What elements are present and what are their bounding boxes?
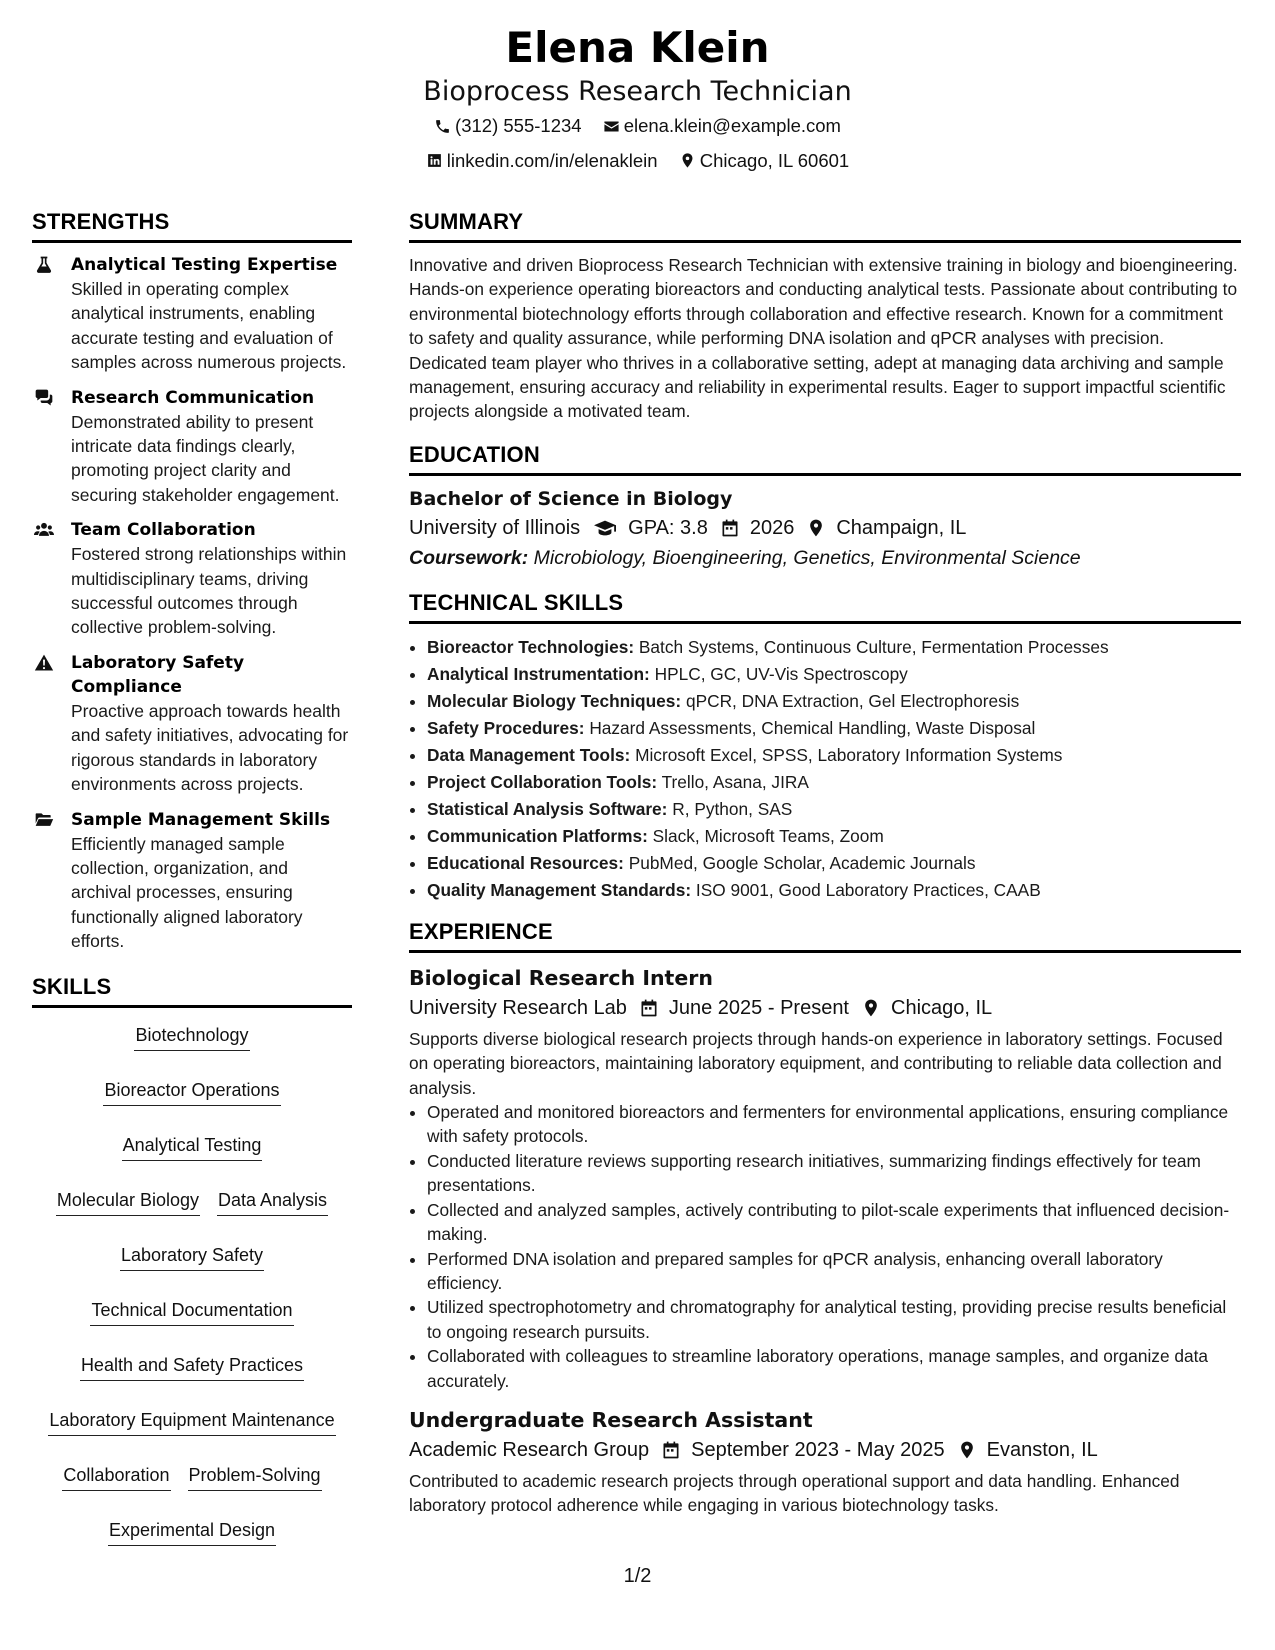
- skill-tag: Biotechnology: [134, 1022, 249, 1051]
- skill-values: Batch Systems, Continuous Culture, Fermentation Processes: [638, 636, 1109, 657]
- skill-category: Statistical Analysis Software:: [427, 798, 668, 819]
- skill-tag: Technical Documentation: [90, 1297, 293, 1326]
- contact-location: [679, 145, 849, 177]
- section-divider: [409, 621, 1241, 624]
- job-meta: [409, 1435, 1241, 1465]
- list-item: • Conducted literature reviews supporting research initiatives, summarizing findings effectively for team presentations.: [427, 1149, 1241, 1198]
- skill-category: Educational Resources:: [427, 852, 624, 873]
- page-number: 1/2: [623, 1565, 652, 1587]
- technical-skills-list: [409, 634, 1241, 904]
- calendar-icon: [639, 998, 659, 1018]
- section-divider: [409, 240, 1241, 243]
- phone-icon: [434, 118, 451, 135]
- education-meta: [409, 513, 1241, 543]
- list-item: [427, 715, 1241, 742]
- job-bullets: [409, 1100, 1241, 1393]
- list-item: • Utilized spectrophotometry and chromatography for analytical testing, providing precise results beneficial to ongoing research pursuits.: [427, 1295, 1241, 1344]
- skill-tag: Health and Safety Practices: [80, 1352, 304, 1381]
- skill-tag: Molecular Biology: [56, 1187, 200, 1216]
- skill-tag: Laboratory Equipment Maintenance: [48, 1407, 335, 1436]
- skill-tag: Laboratory Safety: [120, 1242, 264, 1271]
- strength-desc: Fostered strong relationships within multidisciplinary teams, driving successful outcomes through collective problem-solving.: [71, 544, 347, 638]
- skill-values: PubMed, Google Scholar, Academic Journals: [628, 852, 976, 873]
- strength-desc: Demonstrated ability to present intricate data findings clearly, promoting project clarity and securing stakeholder engagement.: [71, 411, 340, 505]
- skill-category: Analytical Instrumentation:: [427, 663, 650, 684]
- technical-skills-heading: TECHNICAL SKILLS: [409, 589, 624, 615]
- skill-values: qPCR, DNA Extraction, Gel Electrophoresis: [685, 690, 1020, 711]
- list-item: [427, 850, 1241, 877]
- list-item: [427, 661, 1241, 688]
- calendar-icon: [661, 1440, 681, 1460]
- left-column: [32, 208, 352, 1546]
- job-location: Chicago, IL: [891, 996, 993, 1019]
- flask-icon: [33, 255, 55, 275]
- warning-icon: [33, 653, 55, 673]
- coursework-list: Microbiology, Bioengineering, Genetics, Environmental Science: [533, 546, 1081, 569]
- strength-item: [32, 518, 352, 640]
- skill-tag: Problem-Solving: [188, 1462, 322, 1491]
- folder-open-icon: [33, 810, 55, 830]
- calendar-icon: [720, 518, 740, 538]
- graduation-year: 2026: [749, 516, 795, 539]
- comments-icon: [33, 388, 55, 408]
- contact-phone: [434, 110, 582, 142]
- skill-values: Slack, Microsoft Teams, Zoom: [652, 825, 884, 846]
- contact-row-2: [0, 145, 1275, 180]
- phone-text: (312) 555-1234: [455, 115, 582, 136]
- skill-values: Hazard Assessments, Chemical Handling, Waste Disposal: [589, 717, 1036, 738]
- strength-desc: Skilled in operating complex analytical instruments, enabling accurate testing and evaluation of samples across numerous projects.: [71, 279, 347, 373]
- strength-item: [32, 651, 352, 797]
- strength-item: [32, 808, 352, 954]
- job-dates: June 2025 - Present: [668, 996, 849, 1019]
- list-item: [427, 769, 1241, 796]
- list-item: [427, 823, 1241, 850]
- contact-row-1: [0, 110, 1275, 145]
- summary-text: Innovative and driven Bioprocess Research Technician with extensive training in biology and bioengineering. Hands-on experience operating bioreactors and conducting analytical tests. Passionate about contributing to environmental biotechnology efforts through collaboration and effective research. Known for a commitment to safety and quality assurance, while performing DNA isolation and qPCR analyses with precision. Dedicated team player who thrives in a collaborative setting, adept at managing data archiving and sample management, ensuring accuracy and reliability in experimental results. Eager to support impactful scientific projects alongside a motivated team.: [409, 255, 1238, 422]
- map-marker-icon: [806, 518, 826, 538]
- strengths-heading: STRENGTHS: [32, 209, 170, 234]
- skill-tag: Bioreactor Operations: [103, 1077, 280, 1106]
- strength-title: Analytical Testing Expertise: [71, 255, 338, 275]
- section-divider: [409, 950, 1241, 953]
- education-heading: EDUCATION: [409, 441, 540, 467]
- candidate-title: Bioprocess Research Technician: [423, 76, 852, 107]
- coursework: [409, 543, 1241, 573]
- linkedin-text[interactable]: linkedin.com/in/elenaklein: [446, 149, 658, 171]
- degree-title: Bachelor of Science in Biology: [409, 487, 733, 510]
- list-item: [427, 796, 1241, 823]
- job-summary: Contributed to academic research projects through operational support and data handling. Enhanced laboratory protocol adherence while engaging in various biotechnology tasks.: [409, 1470, 1180, 1516]
- strength-item: [32, 253, 352, 375]
- job-dates: September 2023 - May 2025: [691, 1438, 945, 1461]
- coursework-label: Coursework:: [409, 546, 529, 569]
- skill-values: HPLC, GC, UV-Vis Spectroscopy: [654, 663, 908, 684]
- graduation-cap-icon: [592, 517, 618, 539]
- skill-category: Safety Procedures:: [427, 717, 585, 738]
- strength-desc: Proactive approach towards health and safety initiatives, advocating for rigorous standards in laboratory environments across projects.: [71, 700, 349, 795]
- skill-category: Bioreactor Technologies:: [427, 636, 635, 657]
- job-organization: University Research Lab: [409, 996, 627, 1019]
- map-marker-icon: [861, 998, 881, 1018]
- skill-tag: Data Analysis: [217, 1187, 328, 1216]
- skills-list: [32, 1018, 352, 1546]
- skill-category: Quality Management Standards:: [427, 879, 692, 900]
- list-item: • Collaborated with colleagues to streamline laboratory operations, manage samples, and organize data accurately.: [427, 1344, 1241, 1393]
- email-text[interactable]: elena.klein@example.com: [623, 115, 841, 136]
- job-title: Biological Research Intern: [409, 965, 713, 990]
- section-divider: [409, 473, 1241, 476]
- list-item: • Operated and monitored bioreactors and fermenters for environmental applications, ensuring compliance with safety protocols.: [427, 1100, 1241, 1149]
- skill-values: R, Python, SAS: [672, 798, 793, 819]
- list-item: [427, 688, 1241, 715]
- skill-category: Communication Platforms:: [427, 825, 648, 846]
- linkedin-icon: [426, 152, 443, 169]
- skill-category: Molecular Biology Techniques:: [427, 690, 682, 711]
- users-icon: [33, 520, 55, 540]
- list-item: [427, 634, 1241, 661]
- contact-email[interactable]: [603, 110, 841, 142]
- strength-item: [32, 386, 352, 508]
- skill-tag: Collaboration: [62, 1462, 170, 1491]
- job-organization: Academic Research Group: [409, 1438, 650, 1461]
- location-text: Chicago, IL 60601: [699, 149, 850, 171]
- section-divider: [32, 1005, 352, 1008]
- candidate-name: Elena Klein: [505, 23, 770, 72]
- list-item: [427, 877, 1241, 904]
- skill-category: Project Collaboration Tools:: [427, 771, 658, 792]
- list-item: [427, 742, 1241, 769]
- strength-desc: Efficiently managed sample collection, organization, and archival processes, ensuring functionally aligned laboratory efforts.: [71, 833, 303, 952]
- list-item: • Collected and analyzed samples, actively contributing to pilot-scale experiments that influenced decision-making.: [427, 1198, 1241, 1247]
- map-marker-icon: [679, 152, 696, 169]
- skill-category: Data Management Tools:: [427, 744, 631, 765]
- section-divider: [32, 240, 352, 243]
- list-item: • Performed DNA isolation and prepared samples for qPCR analysis, enhancing overall laboratory efficiency.: [427, 1247, 1241, 1296]
- school-name: University of Illinois: [409, 516, 581, 539]
- skill-values: Trello, Asana, JIRA: [661, 771, 809, 792]
- strength-title: Team Collaboration: [71, 520, 256, 541]
- skill-values: ISO 9001, Good Laboratory Practices, CAAB: [695, 879, 1041, 900]
- right-column: [409, 208, 1241, 1518]
- school-location: Champaign, IL: [836, 516, 967, 539]
- strength-title: Research Communication: [71, 387, 315, 408]
- skill-tag: Experimental Design: [108, 1517, 276, 1546]
- job-summary: Supports diverse biological research projects through hands-on experience in laboratory settings. Focused on operating bioreactors, maintaining laboratory equipment, and contributing to reliable data collection and analysis.: [409, 1028, 1223, 1098]
- gpa-text: GPA: 3.8: [628, 516, 708, 539]
- skill-values: Microsoft Excel, SPSS, Laboratory Information Systems: [635, 744, 1063, 765]
- experience-heading: EXPERIENCE: [409, 918, 553, 944]
- job-meta: [409, 993, 1241, 1023]
- strength-title: Sample Management Skills: [71, 809, 331, 830]
- resume-header: [0, 20, 1275, 179]
- map-marker-icon: [957, 1440, 977, 1460]
- strength-title: Laboratory Safety Compliance: [71, 652, 245, 697]
- job-entry: [409, 1405, 1241, 1518]
- envelope-icon: [603, 118, 620, 135]
- summary-heading: SUMMARY: [409, 209, 524, 234]
- job-location: Evanston, IL: [986, 1438, 1098, 1461]
- job-title: Undergraduate Research Assistant: [409, 1407, 813, 1432]
- skills-heading: SKILLS: [32, 973, 112, 999]
- job-entry: [409, 963, 1241, 1393]
- contact-linkedin[interactable]: [426, 145, 658, 177]
- skill-tag: Analytical Testing: [122, 1132, 263, 1161]
